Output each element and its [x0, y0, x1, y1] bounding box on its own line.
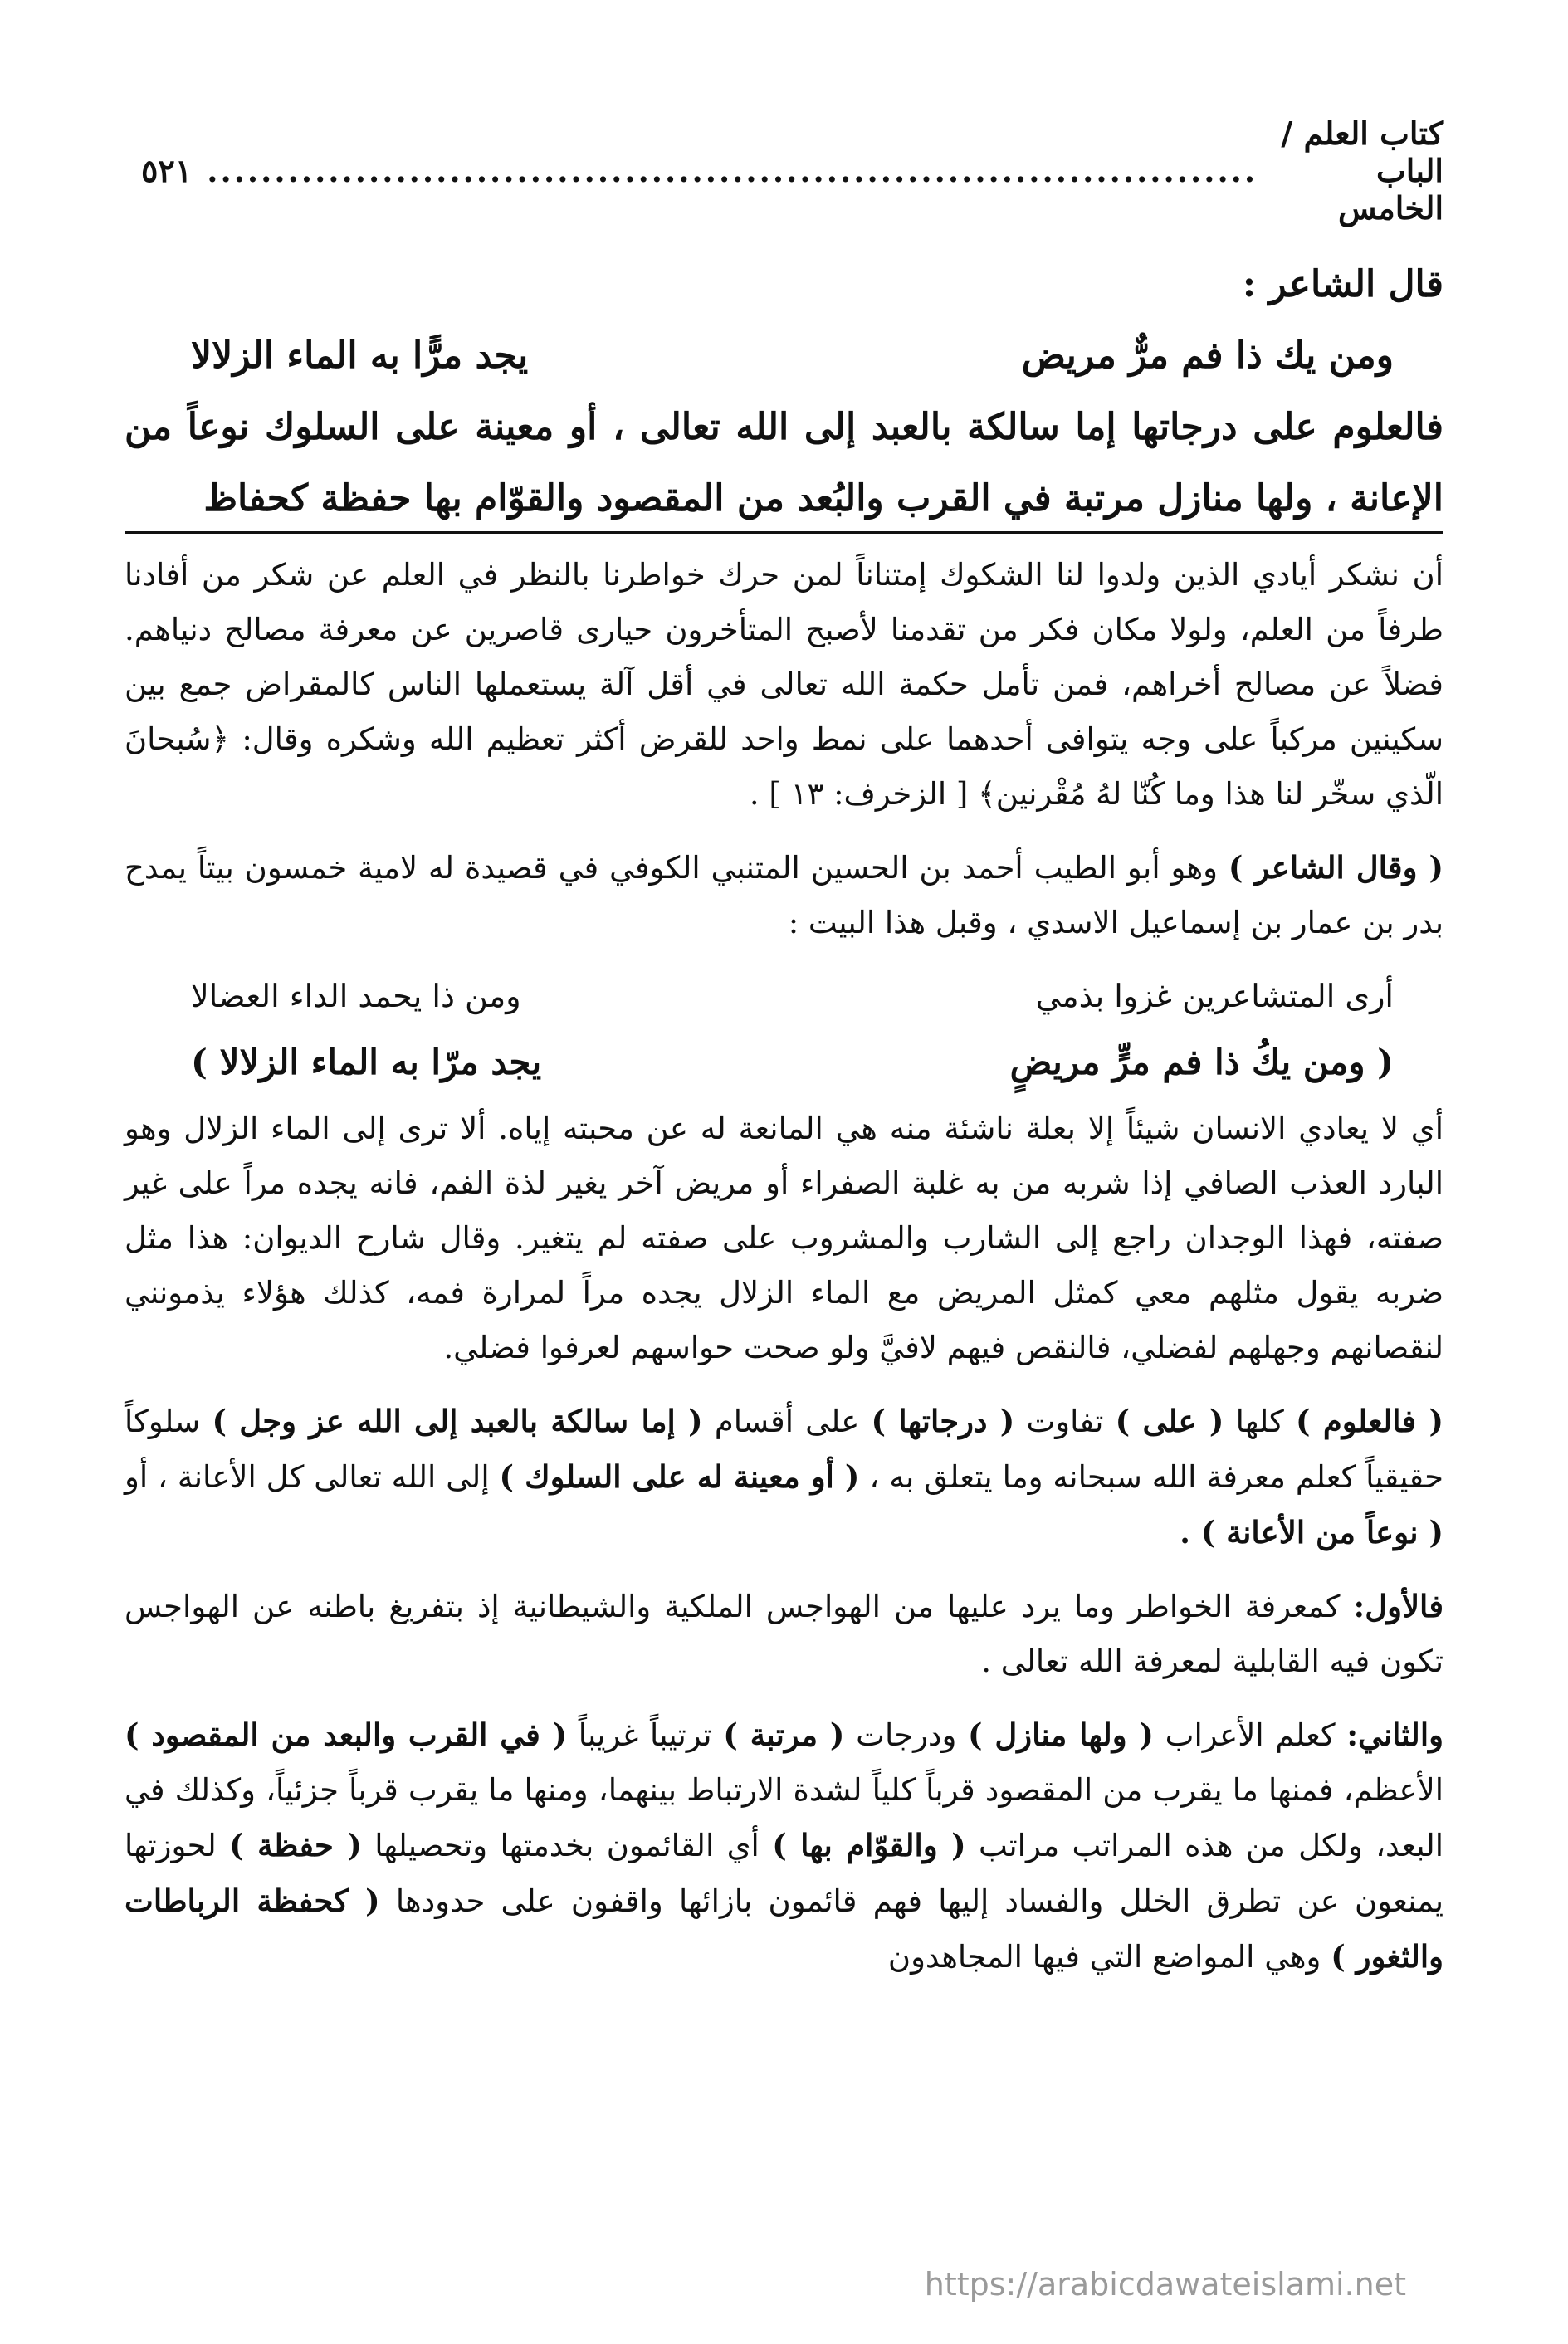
commentary-paragraph-4: ( فالعلوم ) كلها ( على ) تفاوت ( درجاتها ) على أقسام ( إما سالكة بالعبد إلى الله عز وجل ) سلوكاً حقيقياً كعلم معرفة الله سبحانه وما يتعلق به ، ( أو معينة له على السلوك ) إلى الله تعالى كل الأعانة ، أو ( نوعاً من الأعانة ) . [125, 1403, 1444, 1550]
main-paragraph: فالعلوم على درجاتها إما سالكة بالعبد إلى الله تعالى ، أو معينة على السلوك نوعاً من الإعانة ، ولها منازل مرتبة في القرب والبُعد من المقصود والقوّام بها حفظة كحفاظ [125, 406, 1443, 520]
main-intro: قال الشاعر : [1242, 263, 1443, 305]
verse-hemistich-1: ( ومن يكُ ذا فم مرٍّ مريضٍ [1009, 1042, 1394, 1082]
commentary-verse-2 [125, 1035, 1443, 1090]
main-text [125, 249, 1443, 535]
commentary-paragraph-1: أن نشكر أيادي الذين ولدوا لنا الشكوك إمتناناً لمن حرك خواطرنا بالنظر في العلم عن شكر من أفادنا طرفاً من العلم، ولولا مكان فكر من تقدمنا لأصبح المتأخرون حيارى قاصرين عن معرفة مصالح دنياهم. فضلاً عن مصالح أخراهم، فمن تأمل حكمة الله تعالى في أقل آلة يستعملها الناس كالمقراض جمع بين سكينين مركباً على وجه يتوافى أحدهما على نمط واحد للقرض أكثر تعظيم الله وشكره وقال: ﴿سُبحانَ الّذي سخّر لنا هذا وما كُنّا لهُ مُقْرنين﴾ [ الزخرف: ١٣ ] . [125, 557, 1443, 812]
watermark-url: https://arabicdawateislami.net [924, 2266, 1406, 2302]
commentary-verse-1 [125, 969, 1443, 1023]
verse-hemistich-1: أرى المتشاعرين غزوا بذمي [1035, 978, 1394, 1014]
page-number: ٥٢١ [141, 151, 193, 189]
running-header [141, 114, 1443, 227]
verse-hemistich-2: ومن ذا يحمد الداء العضالا [191, 978, 521, 1014]
header-title: كتاب العلم / الباب الخامس [1281, 114, 1443, 227]
quote-label: ( وقال الشاعر ) [1228, 849, 1444, 886]
commentary-paragraph-6: والثاني: كعلم الأعراب ( ولها منازل ) ودرجات ( مرتبة ) ترتيباً غريباً ( في القرب والبعد من المقصود ) الأعظم، فمنها ما يقرب من المقصود قرباً كلياً لشدة الارتباط بينهما، ومنها ما يقرب قرباً جزئياً، وكذلك في البعد، ولكل من هذه المراتب مراتب ( والقوّام بها ) أي القائمون بخدمتها وتحصيلها ( حفظة ) لحوزتها يمنعون عن تطرق الخلل والفساد إليها فهم قائمون بازائها واقفون على حدودها ( كحفظة الرباطات والثغور ) وهي المواضع التي فيها المجاهدون [125, 1716, 1444, 1975]
commentary [125, 548, 1443, 2003]
verse-hemistich-2: يجد مرّا به الماء الزلالا ) [191, 1042, 542, 1082]
footnote-separator [125, 531, 1443, 534]
header-leader-dots: .............................................................................. [207, 151, 1258, 189]
main-verse [125, 320, 1443, 392]
verse-hemistich-2: يجد مرًّا به الماء الزلالا [191, 335, 529, 377]
commentary-paragraph-2: ( وقال الشاعر ) وهو أبو الطيب أحمد بن الحسين المتنبي الكوفي في قصيدة له لامية خمسون بيتاً يمدح بدر بن عمار بن إسماعيل الاسدي ، وقبل هذا البيت : [125, 849, 1444, 940]
commentary-paragraph-5: فالأول: كمعرفة الخواطر وما يرد عليها من الهواجس الملكية والشيطانية إذ بتفريغ باطنه عن الهواجس تكون فيه القابلية لمعرفة الله تعالى . [125, 1588, 1444, 1679]
commentary-paragraph-3: أي لا يعادي الانسان شيئاً إلا بعلة ناشئة منه هي المانعة له عن محبته إياه. ألا ترى إلى الماء الزلال وهو البارد العذب الصافي إذا شربه من به غلبة الصفراء أو مريض آخر يغير لذة الفم، فانه يجده مراً على غير صفته، فهذا الوجدان راجع إلى الشارب والمشروب على صفته لم يتغير. وقال شارح الديوان: هذا مثل ضربه يقول مثلهم معي كمثل المريض مع الماء الزلال يجده مراً لمرارة فمه، كذلك هؤلاء يذمونني لنقصانهم وجهلهم لفضلي، فالنقص فيهم لافيَّ ولو صحت حواسهم لعرفوا فضلي. [125, 1111, 1443, 1365]
verse-hemistich-1: ومن يك ذا فم مرٌّ مريض [1021, 335, 1394, 377]
